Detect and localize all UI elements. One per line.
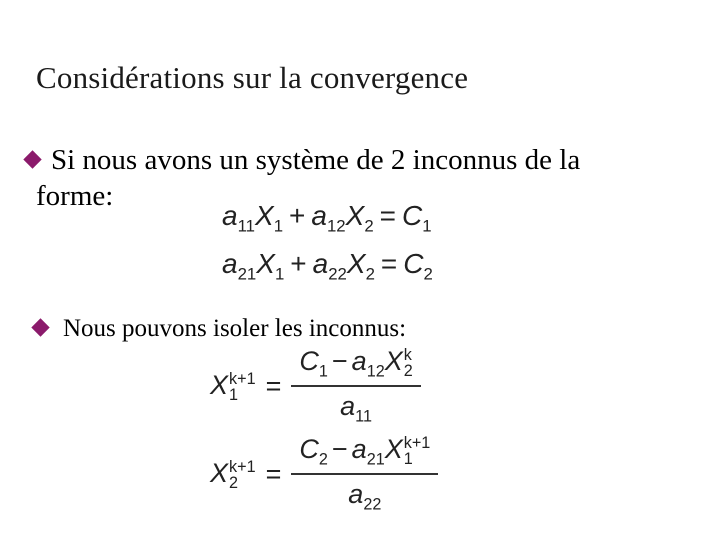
bullet-system-text-continued: forme: (36, 180, 114, 212)
diamond-bullet-icon (31, 318, 49, 336)
bullet-isolate (34, 314, 406, 344)
equation-2: $a_{21}X_1 + a_{22}X_2 = C_2$ (222, 248, 433, 284)
equation-1: $a_{11}X_1 + a_{12}X_2 = C_1$ (222, 200, 432, 236)
iteration-formula-x2: X k+1 2 = $C_2 - a_{21}X$ k+1 1 $a_{22}$ (210, 434, 434, 515)
bullet-system (26, 142, 666, 212)
bullet-isolate-text: Nous pouvons isoler les inconnus: (63, 315, 407, 342)
slide-title: Considérations sur la convergence (36, 60, 469, 95)
bullet-system-text: Si nous avons un système de 2 inconnus de la (51, 144, 581, 176)
iteration-formula-x1: X k+1 1 = $C_1 - a_{12}X$ k 2 $a_{11}$ (210, 346, 417, 427)
diamond-bullet-icon (23, 150, 41, 168)
